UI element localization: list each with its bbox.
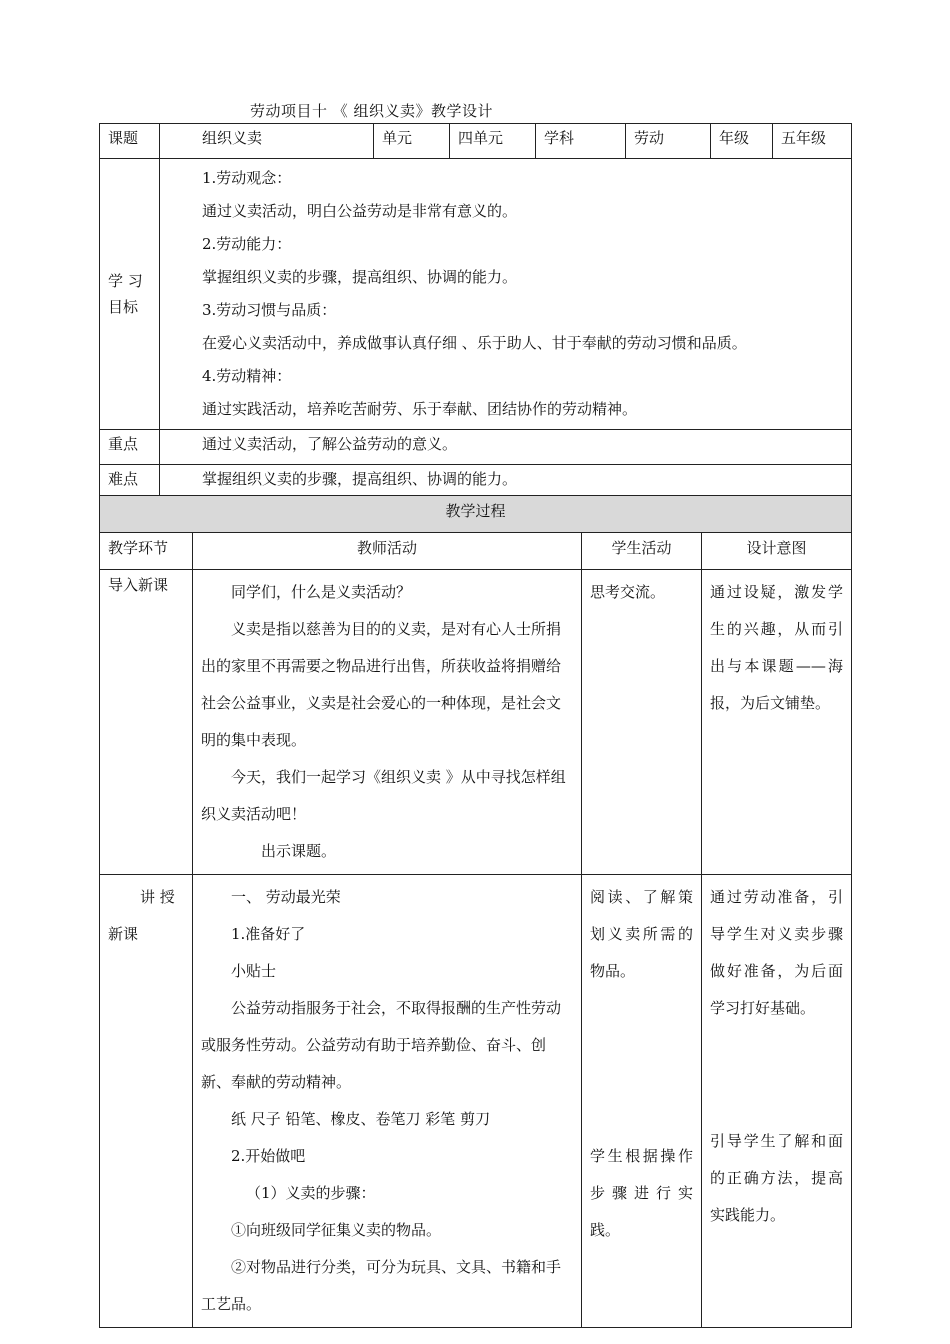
key-point-row [100,430,852,465]
teacher-paragraph: 公益劳动指服务于社会，不取得报酬的生产性劳动或服务性劳动。公益劳动有助于培养勤俭、奋斗、创新、奉献的劳动精神。 [201,999,562,1091]
column-header-intent: 设计意图 [702,533,852,570]
difficulty-text: 掌握组织义卖的步骤，提高组织、协调的能力。 [160,465,852,500]
course-value: 组织义卖 [160,124,374,159]
column-header-teacher: 教师活动 [193,533,582,570]
objective-line: 通过义卖活动，明白公益劳动是非常有意义的。 [202,202,518,220]
teacher-paragraph: 纸 尺子 铅笔、橡皮、卷笔刀 彩笔 剪刀 [231,1110,491,1128]
course-label: 课题 [100,124,160,159]
objective-line: 掌握组织义卖的步骤，提高组织、协调的能力。 [202,268,518,286]
column-header-row [100,533,852,570]
objectives-row [100,159,852,430]
student-activity-intro: 思考交流。 [582,570,702,875]
objectives-content [160,159,852,430]
column-header-stage: 教学环节 [100,533,193,570]
teacher-paragraph: ①向班级同学征集义卖的物品。 [231,1221,442,1239]
subject-label: 学科 [536,124,626,159]
objective-line: 4.劳动精神： [202,367,292,385]
process-header: 教学过程 [100,496,852,533]
process-table [99,495,852,1328]
teacher-activity-new-lesson [193,875,582,1328]
difficulty-label: 难点 [100,465,160,500]
teacher-paragraph: 今天，我们一起学习《组织义卖 》从中寻找怎样组织义卖活动吧！ [201,768,566,823]
teacher-paragraph: 1.准备好了 [231,925,306,943]
process-row-intro [100,570,852,875]
process-header-row [100,496,852,533]
teacher-paragraph: （1）义卖的步骤： [246,1184,376,1202]
grade-label: 年级 [711,124,773,159]
teacher-paragraph: ②对物品进行分类，可分为玩具、文具、书籍和手工艺品。 [201,1258,562,1313]
design-intent-new-lesson: 通过劳动准备，引导学生对义卖步骤做好准备，为后面学习打好基础。 引导学生了解和面的正确方法，提高实践能力。 [702,875,852,1328]
stage-new-lesson: 讲 授 新课 [100,875,193,1328]
lesson-info-table [99,123,852,500]
teacher-paragraph: 义卖是指以慈善为目的的义卖，是对有心人士所捐出的家里不再需要之物品进行出售，所获收益将捐赠给社会公益事业，义卖是社会爱心的一种体现，是社会文明的集中表现。 [201,620,562,749]
key-point-label: 重点 [100,430,160,465]
column-header-student: 学生活动 [582,533,702,570]
unit-label: 单元 [374,124,450,159]
objectives-label: 学 习 目标 [100,159,160,430]
grade-value: 五年级 [773,124,852,159]
info-row [100,124,852,159]
teacher-paragraph: 同学们，什么是义卖活动？ [231,583,412,601]
process-row-new-lesson [100,875,852,1328]
page-title: 劳动项目十 《 组织义卖》教学设计 [250,102,494,120]
teacher-paragraph: 2.开始做吧 [231,1147,306,1165]
objective-line: 通过实践活动，培养吃苦耐劳、乐于奉献、团结协作的劳动精神。 [202,400,638,418]
teacher-activity-intro [193,570,582,875]
teacher-paragraph: 一、 劳动最光荣 [231,888,341,906]
objective-line: 3.劳动习惯与品质： [202,301,337,319]
stage-intro: 导入新课 [100,570,193,875]
design-intent-intro: 通过设疑，激发学生的兴趣，从而引出与本课题——海报，为后文铺垫。 [702,570,852,875]
key-point-text: 通过义卖活动，了解公益劳动的意义。 [160,430,852,465]
objective-line: 2.劳动能力： [202,235,292,253]
teacher-paragraph: 出示课题。 [261,842,337,860]
objective-line: 1.劳动观念： [202,169,292,187]
student-activity-new-lesson: 阅读、了解策划义卖所需的物品。 学生根据操作步骤进行实践。 [582,875,702,1328]
subject-value: 劳动 [626,124,711,159]
unit-value: 四单元 [450,124,536,159]
objective-line: 在爱心义卖活动中，养成做事认真仔细 、乐于助人、甘于奉献的劳动习惯和品质。 [202,334,747,352]
teacher-paragraph: 小贴士 [231,962,277,980]
